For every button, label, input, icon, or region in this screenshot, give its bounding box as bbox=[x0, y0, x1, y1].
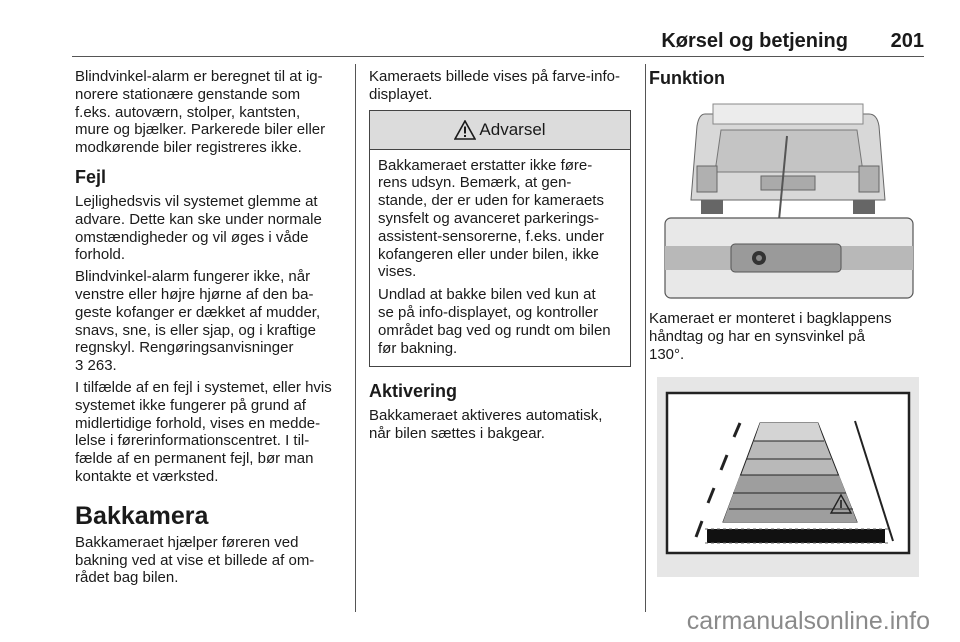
column-3 bbox=[649, 68, 927, 577]
column-1 bbox=[75, 68, 343, 591]
column-divider bbox=[355, 64, 356, 612]
watermark: carmanualsonline.info bbox=[686, 607, 930, 635]
activation-paragraph: Bakkameraet aktiveres automatisk, når bilen sættes i bakgear. bbox=[369, 407, 603, 443]
function-heading: Funktion bbox=[649, 68, 725, 88]
column-2 bbox=[369, 68, 635, 447]
column-divider bbox=[645, 64, 646, 612]
tailgate-camera-illustration bbox=[661, 96, 917, 300]
warning-label: Advarsel bbox=[479, 119, 546, 139]
warning-header bbox=[370, 111, 630, 150]
function-caption: Kameraet er monteret i bagklappens håndtag og har en synsvinkel på 130°. bbox=[649, 310, 892, 363]
warning-body bbox=[370, 150, 630, 367]
header-rule bbox=[72, 56, 924, 57]
camera-paragraph: Bakkameraet hjælper føreren ved bakning ved at vise et billede af om- rådet bag bilen. bbox=[75, 533, 315, 587]
header-title: Kørsel og betjening bbox=[661, 30, 848, 52]
fault-heading: Fejl bbox=[75, 166, 107, 187]
warning-box bbox=[369, 110, 631, 368]
camera-heading: Bakkamera bbox=[75, 501, 209, 530]
warning-paragraph-2: Undlad at bakke bilen ved kun at se på info-displayet, og kontroller området bag ved og rundt om bilen før bakning. bbox=[378, 286, 611, 357]
rear-view-display-illustration bbox=[657, 377, 919, 577]
fault-paragraph-3: I tilfælde af en fejl i systemet, eller hvis systemet ikke fungerer på grund af midlertidige forhold, vises en medde- lelse i førerinformationscentret. I til- fælde af en permanent fejl, bør man kontakte et værksted. bbox=[75, 378, 332, 485]
page-reference-link[interactable]: 263. bbox=[87, 357, 117, 375]
activation-heading: Aktivering bbox=[369, 381, 458, 402]
fault-paragraph-2: Blindvinkel-alarm fungerer ikke, når venstre eller højre hjørne af den ba- geste kofanger er dækket af mudder, snavs, sne, is eller sjap, og i kraftige regnskyl. Rengøringsanvisninger 3 263. bbox=[75, 268, 321, 375]
fault-paragraph-1: Lejlighedsvis vil systemet glemme at advare. Dette kan ske under normale omstændigheder og vil øges i våde forhold. bbox=[75, 192, 322, 264]
page-number: 201 bbox=[890, 30, 924, 52]
page-header bbox=[72, 28, 924, 54]
intro-paragraph: Blindvinkel-alarm er beregnet til at ig- norere stationære genstande som f.eks. autoværn, stolper, kantsten, mure og bjælker. Parkerede biler eller modkørende biler registreres ikke. bbox=[75, 68, 326, 157]
display-paragraph: Kameraets billede vises på farve-info- displayet. bbox=[369, 68, 620, 103]
warning-icon bbox=[454, 120, 476, 140]
warning-paragraph-1: Bakkameraet erstatter ikke føre- rens udsyn. Bemærk, at gen- stande, der er uden for kameraets synsfelt og avanceret parkerings- assistent-sensorerne, f.eks. under kofangeren eller under bilen, ikke vises. bbox=[378, 156, 604, 281]
page-ref-arrow-icon: 3 bbox=[75, 357, 84, 375]
